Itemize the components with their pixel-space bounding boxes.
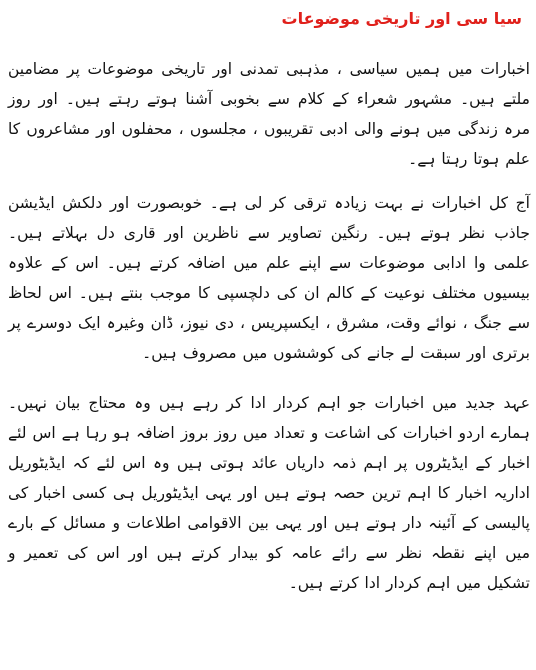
- paragraph-3: عہد جدید میں اخبارات جو اہم کردار ادا کر رہے ہیں وہ محتاج بیان نہیں۔ ہمارے اردو اخبارات کی اشاعت و تعداد میں روز بروز اضافہ ہو رہا ہے اس لئے اخبار کے ایڈیٹروں پر اہم ذمہ داریاں عائد ہوتی ہیں وہ اس لئے کہ ایڈیٹوریل اداریہ اخبار کا اہم ترین حصہ ہوتے ہیں اور یہی ایڈیٹوریل ہی کسی اخبار کی پالیسی کے آئینہ دار ہوتے ہیں اور یہی بین الاقوامی اطلاعات و مسائل کے بارے میں اپنے نقطہ نظر سے رائے عامہ کو بیدار کرتے ہیں اور اس کی تعمیر و تشکیل میں اہم کردار ادا کرتے ہیں۔: [8, 394, 530, 592]
- paragraph-1: اخبارات میں ہمیں سیاسی ، مذہبی تمدنی اور تاریخی موضوعات پر مضامین ملتے ہیں۔ مشہور شعراء کے کلام سے بخوبی آشنا ہوتے رہتے ہیں۔ اور روز مرہ زندگی میں ہونے والی ادبی تقریبوں ، مجلسوں ، محفلوں اور مشاعروں کا علم ہوتا رہتا ہے۔: [8, 60, 530, 168]
- section-heading: سیا سی اور تاریخی موضوعات: [281, 9, 522, 28]
- document-page: [8, 0, 530, 598]
- paragraph-2: آج کل اخبارات نے بہت زیادہ ترقی کر لی ہے۔ خوبصورت اور دلکش ایڈیشن جاذب نظر ہوتے ہیں۔ رنگین تصاویر سے ناظرین اور قاری دل بہلاتے ہیں۔ علمی وا ادابی موضوعات سے اپنے علم میں اضافہ کرتے ہیں۔ اس کے علاوہ بیسیوں مختلف نوعیت کے کالم ان کی دلچسپی کا موجب بنتے ہیں۔ اس لحاظ سے جنگ ، نوائے وقت، مشرق ، ایکسپریس ، دی نیوز، ڈان وغیرہ ایک دوسرے پر برتری اور سبقت لے جانے کی کوششوں میں مصروف ہیں۔: [8, 194, 530, 362]
